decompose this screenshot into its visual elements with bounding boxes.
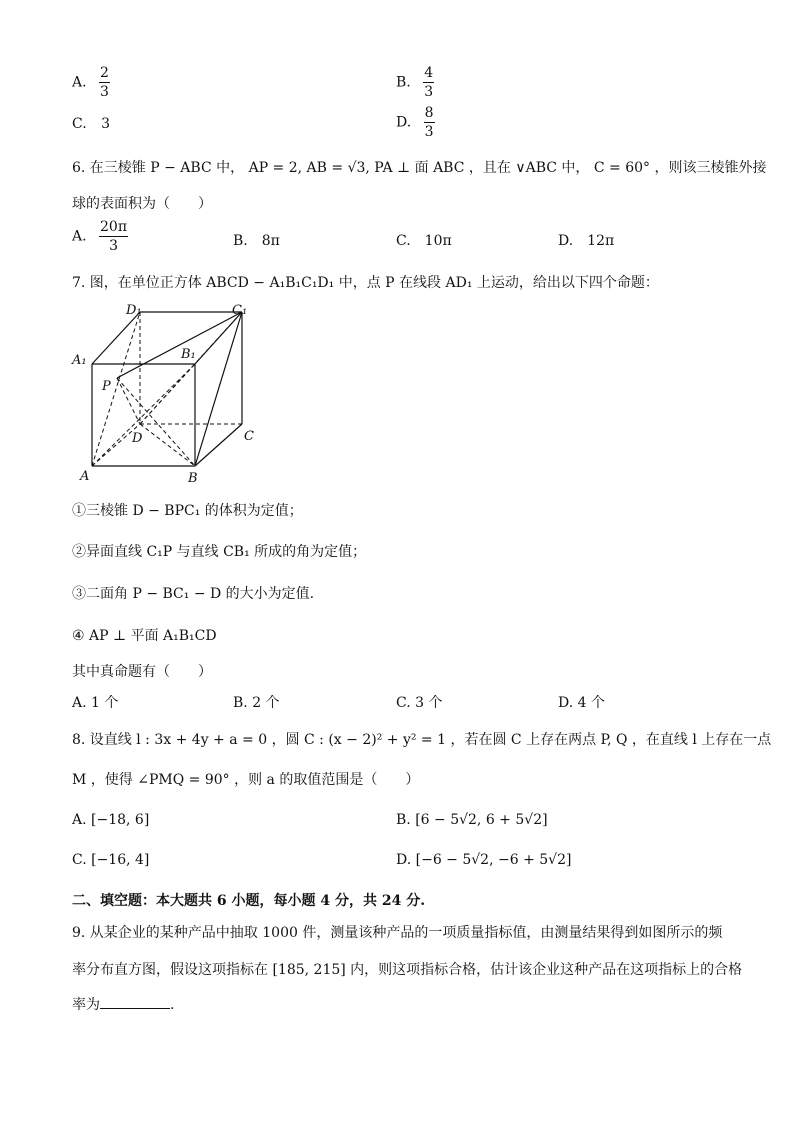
- numerator: 4: [424, 65, 434, 81]
- q7-option-a[interactable]: A. 1 个: [72, 695, 119, 711]
- q9-suffix: .: [170, 997, 175, 1013]
- q7-prop-4: ④ AP ⊥ 平面 A₁B₁CD: [72, 628, 217, 644]
- diag-DB1: [140, 364, 195, 424]
- q7-prop-1: ①三棱锥 D − BPC₁ 的体积为定值；: [72, 503, 303, 519]
- q7-stem: 7. 图，在单位正方体 ABCD − A₁B₁C₁D₁ 中，点 P 在线段 AD₁ 上运动，给出以下四个命题：: [72, 275, 659, 291]
- edge-BC1: [195, 312, 242, 466]
- option-label: A.: [72, 228, 87, 245]
- label-C1: C₁: [232, 303, 248, 318]
- denominator: 3: [424, 124, 434, 140]
- edge-BC: [195, 424, 242, 466]
- fraction: [424, 106, 435, 139]
- q6-option-d[interactable]: D. 12π: [558, 233, 615, 249]
- numerator: 8: [424, 105, 434, 121]
- q9-stem-line2: 率分布直方图，假设这项指标在 [185, 215] 内，则这项指标合格，估计该企业这种产品在这项指标上的合格: [72, 962, 743, 978]
- q7-option-c[interactable]: C. 3 个: [396, 695, 443, 711]
- q7-prop-2: ②异面直线 C₁P 与直线 CB₁ 所成的角为定值；: [72, 544, 367, 560]
- label-A1: A₁: [72, 353, 87, 368]
- fraction: [99, 66, 110, 99]
- q9-prefix: 率为: [72, 997, 100, 1013]
- q6-stem-line2: 球的表面积为（ ）: [72, 196, 212, 212]
- q6-option-c[interactable]: C. 10π: [396, 233, 452, 249]
- q8-stem-line2: M ，使得 ∠PMQ = 90° ，则 a 的取值范围是（ ）: [72, 772, 420, 788]
- seg-PD: [117, 378, 140, 424]
- q8-option-d[interactable]: D. [−6 − 5√2, −6 + 5√2]: [396, 852, 572, 868]
- denominator: 3: [109, 238, 118, 254]
- section-heading: 二、填空题：本大题共 6 小题，每小题 4 分，共 24 分.: [72, 893, 426, 909]
- q5-option-b[interactable]: [396, 66, 434, 99]
- q8-stem-line1: 8. 设直线 l : 3x + 4y + a = 0 ，圆 C : (x − 2)² + y² = 1 ，若在圆 C 上存在两点 P, Q ，在直线 l 上存在一点: [72, 732, 772, 748]
- label-B: B: [188, 471, 198, 486]
- q7-option-d[interactable]: D. 4 个: [558, 695, 605, 711]
- fraction: [99, 220, 128, 253]
- label-C: C: [244, 429, 254, 444]
- diag-DB: [140, 424, 195, 466]
- answer-blank[interactable]: [100, 996, 170, 1009]
- numerator: 2: [100, 65, 109, 81]
- cube-figure: [60, 298, 270, 488]
- option-label: C.: [72, 116, 87, 132]
- q7-ask: 其中真命题有（ ）: [72, 664, 212, 680]
- option-label: D.: [396, 114, 412, 131]
- fraction: [423, 66, 434, 99]
- q5-option-d[interactable]: [396, 106, 435, 139]
- label-P: P: [102, 379, 111, 394]
- label-B1: B₁: [181, 347, 196, 362]
- denominator: 3: [424, 84, 434, 100]
- edge-A1D1: [92, 312, 140, 364]
- q5-option-c[interactable]: [72, 116, 110, 132]
- q7-option-b[interactable]: B. 2 个: [233, 695, 280, 711]
- seg-PB: [117, 378, 195, 466]
- q6-option-b[interactable]: B. 8π: [233, 233, 280, 249]
- q8-option-c[interactable]: C. [−16, 4]: [72, 852, 150, 868]
- option-label: A.: [72, 74, 87, 91]
- q9-stem-line1: 9. 从某企业的某种产品中抽取 1000 件，测量该种产品的一项质量指标值，由测量结果得到如图所示的频: [72, 925, 723, 941]
- label-A: A: [80, 469, 90, 484]
- q7-prop-3: ③二面角 P − BC₁ − D 的大小为定值.: [72, 586, 315, 602]
- label-D: D: [132, 431, 143, 446]
- q9-stem-line3: [72, 994, 174, 1014]
- q5-option-a[interactable]: [72, 66, 110, 99]
- denominator: 3: [100, 84, 109, 100]
- edge-PC1: [117, 312, 242, 378]
- q6-stem-line1: 6. 在三棱锥 P − ABC 中， AP = 2, AB = √3, PA ⊥ 面 ABC ，且在 ∨ABC 中， C = 60° ，则该三棱锥外接: [72, 160, 767, 176]
- option-label: B.: [396, 74, 411, 91]
- option-value: 3: [101, 116, 111, 132]
- numerator: 20π: [100, 219, 128, 235]
- q8-option-a[interactable]: A. [−18, 6]: [72, 812, 150, 828]
- q6-option-a[interactable]: [72, 220, 128, 253]
- label-D1: D₁: [126, 303, 142, 318]
- q8-option-b[interactable]: B. [6 − 5√2, 6 + 5√2]: [396, 812, 548, 828]
